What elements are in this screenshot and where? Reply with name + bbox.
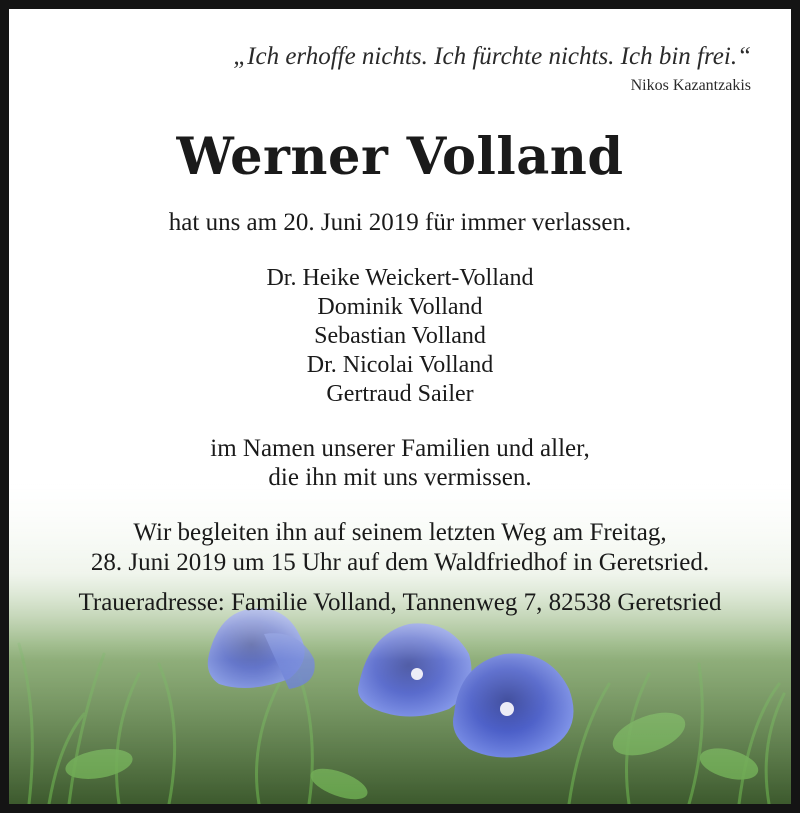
death-announcement: hat uns am 20. Juni 2019 für immer verlassen. — [168, 209, 632, 236]
closing-line: die ihn mit uns vermissen. — [268, 464, 532, 491]
mourner-name: Dr. Heike Weickert-Volland — [266, 265, 534, 291]
closing-line: im Namen unserer Familien und aller, — [210, 435, 590, 462]
mourner-name: Dominik Volland — [317, 294, 483, 320]
mourning-address: Traueradresse: Familie Volland, Tannenweg 7, 82538 Geretsried — [78, 589, 722, 616]
quote-author: Nikos Kazantzakis — [630, 77, 751, 94]
funeral-info: 28. Juni 2019 um 15 Uhr auf dem Waldfriedhof in Geretsried. — [90, 549, 710, 576]
quote-text: „Ich erhoffe nichts. Ich fürchte nichts. Ich bin frei.“ — [233, 43, 751, 70]
deceased-name: Werner Volland — [176, 127, 624, 187]
funeral-info: Wir begleiten ihn auf seinem letzten Weg am Freitag, — [133, 519, 667, 546]
mourner-name: Sebastian Volland — [314, 323, 486, 349]
mourner-name: Gertraud Sailer — [326, 381, 474, 407]
mourner-name: Dr. Nicolai Volland — [306, 352, 494, 378]
